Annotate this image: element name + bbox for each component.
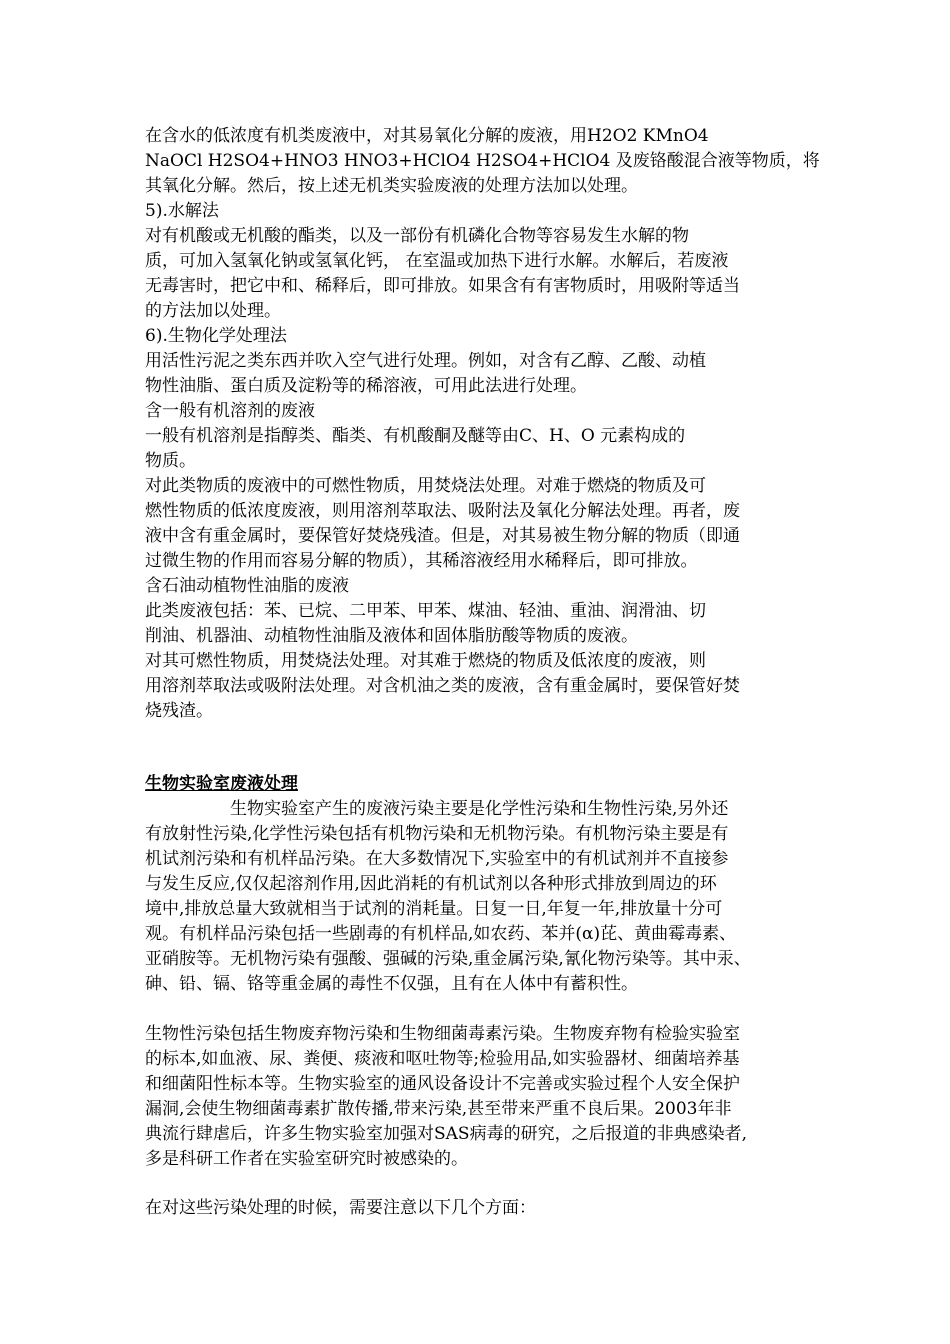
text-line: 无毒害时，把它中和、稀释后，即可排放。如果含有有害物质时，用吸附等适当 (145, 276, 740, 296)
text-line: 在含水的低浓度有机类废液中，对其易氧化分解的废液，用H2O2 KMnO4 (145, 126, 709, 146)
paragraph-line: 多是科研工作者在实验室研究时被感染的。 (145, 1149, 468, 1169)
paragraph-line: 典流行肆虐后，许多生物实验室加强对SAS病毒的研究，之后报道的非典感染者, (145, 1124, 747, 1144)
text-line: 其氧化分解。然后，按上述无机类实验废液的处理方法加以处理。 (145, 176, 638, 196)
paragraph-line: 漏洞,会使生物细菌毒素扩散传播,带来污染,甚至带来严重不良后果。2003年非 (145, 1099, 732, 1119)
paragraph-line: 有放射性污染,化学性污染包括有机物污染和无机物污染。有机物污染主要是有 (145, 824, 729, 844)
paragraph-line: 与发生反应,仅仅起溶剂作用,因此消耗的有机试剂以各种形式排放到周边的环 (145, 874, 717, 894)
paragraph-line: 生物实验室产生的废液污染主要是化学性污染和生物性污染,另外还 (230, 799, 729, 819)
text-line: 燃性物质的低浓度废液，则用溶剂萃取法、吸附法及氧化分解法处理。再者，废 (145, 501, 740, 521)
text-line: 此类废液包括：苯、已烷、二甲苯、甲苯、煤油、轻油、重油、润滑油、切 (145, 601, 706, 621)
section-heading: 生物实验室废液处理 (145, 774, 298, 794)
closing-line: 在对这些污染处理的时候，需要注意以下几个方面： (145, 1198, 536, 1218)
text-line: 过微生物的作用而容易分解的物质），其稀溶液经用水稀释后，即可排放。 (145, 551, 698, 571)
text-line: 烧残渣。 (145, 701, 213, 721)
text-line: 液中含有重金属时，要保管好焚烧残渣。但是，对其易被生物分解的物质（即通 (145, 526, 740, 546)
text-line: 物质。 (145, 451, 196, 471)
paragraph-line: 砷、铅、镉、铬等重金属的毒性不仅强，且有在人体中有蓄积性。 (145, 974, 638, 994)
text-line: 的方法加以处理。 (145, 301, 281, 321)
subsection-heading: 含石油动植物性油脂的废液 (145, 576, 349, 596)
text-line: 对其可燃性物质，用焚烧法处理。对其难于燃烧的物质及低浓度的废液，则 (145, 651, 706, 671)
paragraph-line: 境中,排放总量大致就相当于试剂的消耗量。日复一日,年复一年,排放量十分可 (145, 899, 723, 919)
text-line: 削油、机器油、动植物性油脂及液体和固体脂肪酸等物质的废液。 (145, 626, 638, 646)
paragraph-line: 亚硝胺等。无机物污染有强酸、强碱的污染,重金属污染,氰化物污染等。其中汞、 (145, 949, 751, 969)
paragraph-line: 和细菌阳性标本等。生物实验室的通风设备设计不完善或实验过程个人安全保护 (145, 1074, 740, 1094)
paragraph-line: 观。有机样品污染包括一些剧毒的有机样品,如农药、苯并(α)芘、黄曲霉毒素、 (145, 924, 737, 944)
text-line: 物性油脂、蛋白质及淀粉等的稀溶液，可用此法进行处理。 (145, 376, 587, 396)
text-line: NaOCl H2SO4+HNO3 HNO3+HClO4 H2SO4+HClO4 及废铬酸混合液等物质，将 (145, 151, 820, 171)
text-line: 对有机酸或无机酸的酯类，以及一部份有机磷化合物等容易发生水解的物 (145, 226, 689, 246)
text-line: 对此类物质的废液中的可燃性物质，用焚烧法处理。对难于燃烧的物质及可 (145, 476, 706, 496)
subsection-heading: 含一般有机溶剂的废液 (145, 401, 315, 421)
paragraph-line: 的标本,如血液、尿、粪便、痰液和呕吐物等;检验用品,如实验器材、细菌培养基 (145, 1049, 740, 1069)
text-line: 质，可加入氢氧化钠或氢氧化钙， 在室温或加热下进行水解。水解后，若废液 (145, 251, 729, 271)
text-line: 用溶剂萃取法或吸附法处理。对含机油之类的废液，含有重金属时，要保管好焚 (145, 676, 740, 696)
subsection-heading: 6).生物化学处理法 (145, 326, 287, 346)
text-line: 一般有机溶剂是指醇类、酯类、有机酸酮及醚等由C、H、O 元素构成的 (145, 426, 686, 446)
subsection-heading: 5).水解法 (145, 201, 219, 221)
paragraph-line: 机试剂污染和有机样品污染。在大多数情况下,实验室中的有机试剂并不直接参 (145, 849, 729, 869)
text-line: 用活性污泥之类东西并吹入空气进行处理。例如，对含有乙醇、乙酸、动植 (145, 351, 706, 371)
paragraph-line: 生物性污染包括生物废弃物污染和生物细菌毒素污染。生物废弃物有检验实验室 (145, 1024, 740, 1044)
